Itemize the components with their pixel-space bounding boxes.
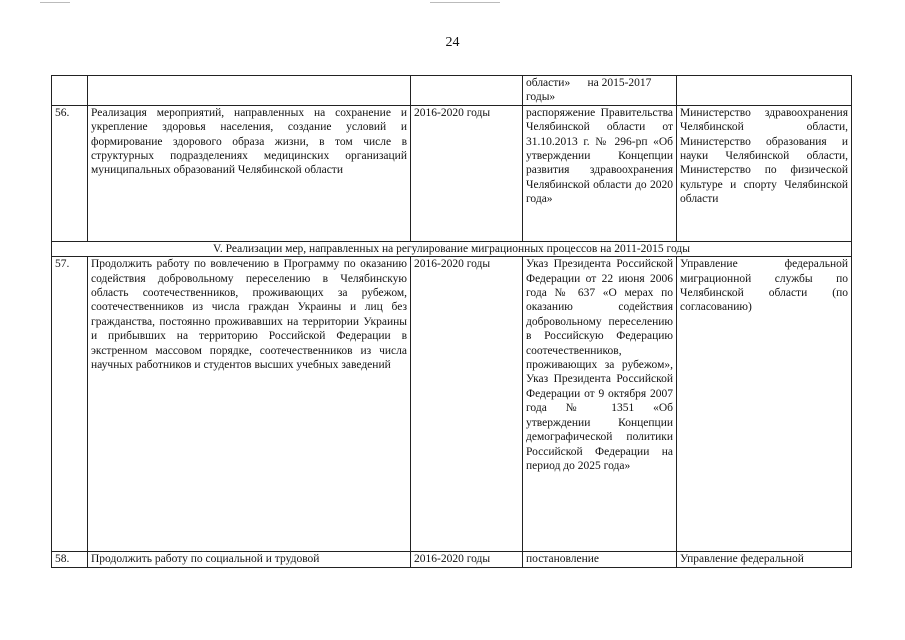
basis-cell xyxy=(523,76,677,106)
measures-table xyxy=(51,75,852,568)
row-number: 57. xyxy=(52,257,88,552)
section-heading: V. Реализации мер, направленных на регулирование миграционных процессов на 2011-2015 годы xyxy=(52,241,852,256)
basis-cell: постановление xyxy=(523,552,677,567)
executors-cell: Управление федеральной xyxy=(677,552,852,567)
row-number: 58. xyxy=(52,552,88,567)
row-number xyxy=(52,76,88,106)
action-cell xyxy=(88,76,411,106)
action-cell: Продолжить работу по вовлечению в Программу по оказанию содействия добровольному переселению в Челябинскую область соотечественников, проживающих за рубежом, соотечественников из числа граждан Украины и лиц без гражданства, постоянно проживавших на территории Украины и прибывших на территорию Российской Федерации в экстренном массовом порядке, соотечественников из числа научных работников и студентов высших учебных заведений xyxy=(88,257,411,552)
row-number: 56. xyxy=(52,105,88,241)
scan-edge-mark-center xyxy=(430,2,500,3)
executors-cell xyxy=(677,76,852,106)
basis-text: области» на 2015-2017 годы» xyxy=(526,77,655,104)
basis-cell: Указ Президента Российской Федерации от 22 июня 2006 года № 637 «О мерах по оказанию содействия добровольному переселению в Российскую Федерацию соотечественников, проживающих за рубежом», Указ Президента Российской Федерации от 9 октября 2007 года № 1351 «Об утверждении Концепции демографической политики Российской Федерации на период до 2025 года» xyxy=(523,257,677,552)
table-row xyxy=(52,552,852,567)
table-row xyxy=(52,76,852,106)
table-row xyxy=(52,257,852,552)
action-cell: Реализация мероприятий, направленных на сохранение и укрепление здоровья населения, создание условий и формирование здорового образа жизни, в том числе в структурных подразделениях медицинских организаций муниципальных образований Челябинской области xyxy=(88,105,411,241)
scan-edge-mark-left xyxy=(40,2,70,3)
table-row xyxy=(52,105,852,241)
period-cell xyxy=(411,76,523,106)
page-number: 24 xyxy=(445,35,460,50)
period-cell: 2016-2020 годы xyxy=(411,257,523,552)
period-cell: 2016-2020 годы xyxy=(411,105,523,241)
executors-cell: Министерство здравоохранения Челябинской области, Министерство образования и науки Челябинской области, Министерство по физической культуре и спорту Челябинской области xyxy=(677,105,852,241)
section-row xyxy=(52,241,852,256)
basis-cell: распоряжение Правительства Челябинской области от 31.10.2013 г. № 296-рп «Об утверждении Концепции развития здравоохранения Челябинской области до 2020 года» xyxy=(523,105,677,241)
action-cell: Продолжить работу по социальной и трудовой xyxy=(88,552,411,567)
executors-cell: Управление федеральной миграционной службы по Челябинской области (по согласованию) xyxy=(677,257,852,552)
period-cell: 2016-2020 годы xyxy=(411,552,523,567)
